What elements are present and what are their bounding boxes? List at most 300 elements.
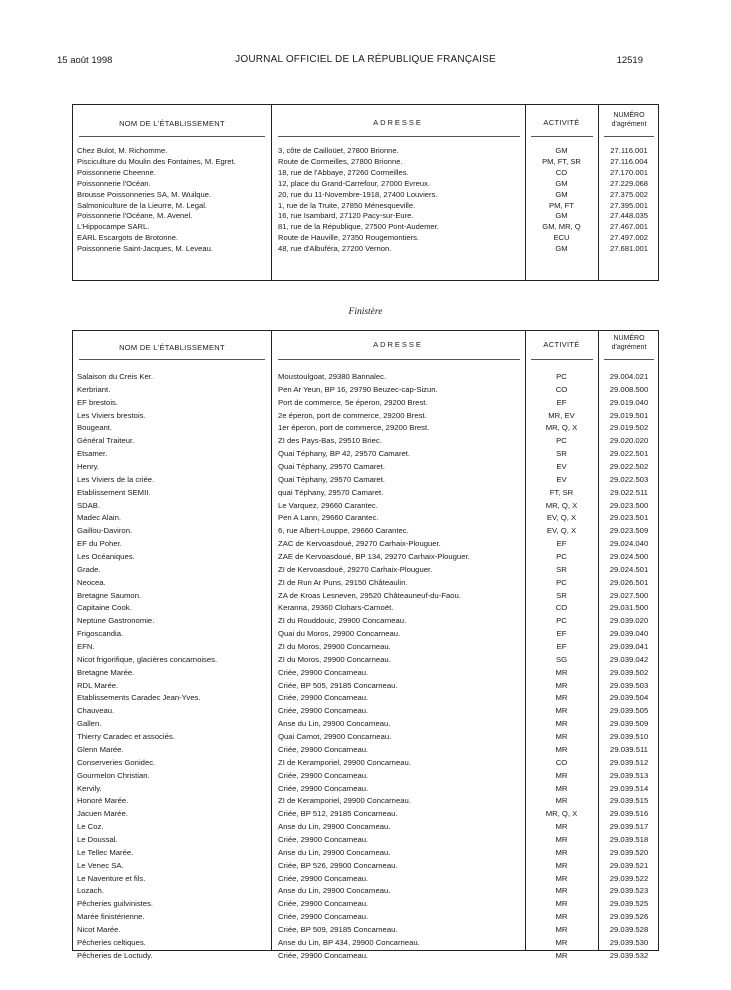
establishment-address: 1, rue de la Truite, 27850 Ménesqueville.	[278, 200, 416, 210]
table-row	[73, 873, 658, 886]
establishment-address: Criée, 29900 Concarneau.	[278, 783, 369, 793]
approval-number: 29.039.511	[610, 744, 648, 754]
establishment-name: Capitaine Cook.	[77, 603, 132, 613]
header-underline	[531, 359, 593, 360]
table-row	[73, 410, 658, 423]
establishment-address: Criée, BP 526, 29900 Concarneau.	[278, 860, 398, 870]
establishment-address: ZI du Moros, 29900 Concarneau.	[278, 642, 391, 652]
establishment-name: Pisciculture du Moulin des Fontaines, M. Egret.	[77, 156, 236, 166]
approval-number: 27.497.002	[609, 233, 648, 243]
approval-number: 27.448.035	[609, 211, 648, 221]
establishment-activity: MR	[555, 873, 568, 883]
establishment-name: L'Hippocampe SARL.	[77, 222, 150, 232]
table-row	[73, 564, 658, 577]
establishment-activity: SR	[556, 590, 567, 600]
establishment-name: SDAB.	[77, 500, 101, 510]
establishment-address: ZI de Kervoasdoué, 29270 Carhaix-Plouguer.	[278, 564, 433, 574]
approval-number: 29.039.530	[609, 937, 649, 947]
establishment-name: Poissonnerie Cheenne.	[77, 167, 156, 177]
establishment-name: Conserveries Gonidec.	[77, 757, 156, 767]
page-number: 12519	[616, 55, 643, 66]
establishment-activity: EV, Q, X	[546, 526, 577, 536]
establishment-activity: MR	[555, 834, 568, 844]
establishment-name: Le Doussal.	[77, 834, 118, 844]
approval-number: 29.020.020	[609, 436, 649, 446]
approval-number: 29.022.502	[609, 462, 649, 472]
table-row	[73, 590, 658, 603]
table-row	[73, 950, 658, 963]
establishment-name: Bretagne Marée.	[77, 667, 135, 677]
establishment-address: Anse du Lin, 29900 Concarneau.	[278, 886, 391, 896]
approval-number: 27.116.001	[610, 146, 648, 155]
table-row	[73, 654, 658, 667]
table-row	[73, 808, 658, 821]
establishment-address: Criée, BP 505, 29185 Concarneau.	[278, 680, 398, 690]
establishment-address: Moustoulgoat, 29380 Bannalec.	[278, 372, 387, 381]
establishment-activity: GM	[555, 244, 568, 254]
establishment-name: Neocea.	[77, 577, 106, 587]
column-header-name: NOM DE L'ÉTABLISSEMENT	[119, 119, 225, 128]
establishment-name: Madec Alain.	[77, 513, 122, 523]
approval-number: 29.039.517	[609, 822, 649, 832]
header-underline	[79, 359, 265, 360]
establishment-name: Les Viviers brestois.	[77, 410, 146, 420]
approval-number: 29.039.042	[609, 654, 649, 664]
establishment-activity: GM	[555, 189, 568, 199]
establishment-name: Etablissements Caradec Jean-Yves.	[77, 693, 201, 703]
establishment-activity: MR	[555, 796, 568, 806]
table-row	[73, 860, 658, 873]
table-row	[73, 718, 658, 731]
table-row	[73, 705, 658, 718]
establishment-name: Etsamer.	[77, 449, 108, 459]
table-row	[73, 168, 658, 179]
establishment-activity: GM	[555, 146, 568, 155]
establishment-name: Poissonnerie l'Océan.	[77, 178, 151, 188]
approval-number: 27.375.002	[609, 189, 648, 199]
establishment-address: Quai Téphany, BP 42, 29570 Camaret.	[278, 449, 411, 459]
establishment-activity: MR	[555, 937, 568, 947]
establishment-address: Criée, 29900 Concarneau.	[278, 950, 369, 960]
establishment-name: Gourmelon Christian.	[77, 770, 150, 780]
approval-number: 29.039.514	[609, 783, 649, 793]
table-row	[73, 512, 658, 525]
table-row	[73, 371, 658, 384]
establishment-activity: ECU	[553, 233, 570, 243]
establishment-address: Criée, 29900 Concarneau.	[278, 744, 369, 754]
table-row	[73, 680, 658, 693]
approval-number: 29.039.518	[609, 834, 649, 844]
table-row	[73, 551, 658, 564]
table-row	[73, 692, 658, 705]
establishment-address: Criée, 29900 Concarneau.	[278, 899, 369, 909]
header-underline	[531, 136, 593, 137]
column-header-number-line1: NUMÉRO	[613, 112, 645, 119]
establishment-name: Poissonnerie l'Océane, M. Avenel.	[77, 211, 193, 221]
establishment-address: 48, rue d'Albuféra, 27200 Vernon.	[278, 244, 392, 254]
establishment-activity: EF	[556, 629, 567, 639]
table-row	[73, 937, 658, 950]
approval-number: 29.039.040	[609, 629, 649, 639]
establishment-address: ZI du Moros, 29900 Concarneau.	[278, 654, 391, 664]
table-row	[73, 577, 658, 590]
establishment-address: ZI des Pays-Bas, 29510 Briec.	[278, 436, 382, 446]
table-row	[73, 384, 658, 397]
header-date: 15 août 1998	[57, 55, 113, 66]
establishment-activity: PC	[556, 552, 567, 562]
approval-number: 29.039.505	[609, 706, 649, 716]
establishment-activity: MR	[555, 667, 568, 677]
establishment-name: Nicot Marée.	[77, 924, 121, 934]
establishment-address: Criée, BP 509, 29185 Concarneau.	[278, 924, 398, 934]
establishment-activity: GM	[555, 211, 568, 221]
table-row	[73, 757, 658, 770]
table-row	[73, 641, 658, 654]
approval-number: 29.008.500	[609, 384, 649, 394]
establishment-activity: SG	[555, 654, 568, 664]
establishment-name: Grade.	[77, 564, 101, 574]
table-row	[73, 222, 658, 233]
establishment-activity: MR	[555, 680, 568, 690]
establishment-activity: SR	[556, 564, 567, 574]
approval-number: 29.039.520	[609, 847, 649, 857]
establishment-name: Salmoniculture de la Lieurre, M. Legal.	[77, 200, 208, 210]
establishment-name: Neptune Gastronomie.	[77, 616, 155, 626]
approval-number: 29.039.512	[609, 757, 649, 767]
establishment-activity: EF	[556, 539, 567, 549]
approval-number: 29.022.503	[609, 474, 649, 484]
establishment-address: ZI du Rouddouic, 29900 Concarneau.	[278, 616, 407, 626]
approval-number: 29.039.516	[609, 809, 649, 819]
establishment-address: Anse du Lin, 29900 Concarneau.	[278, 719, 391, 729]
table-row	[73, 783, 658, 796]
approval-number: 29.039.525	[609, 899, 649, 909]
establishment-address: Keranna, 29360 Clohars-Carnoët.	[278, 603, 394, 613]
establishment-name: Bretagne Saumon.	[77, 590, 142, 600]
table-row	[73, 834, 658, 847]
establishment-name: Kerbriant.	[77, 384, 111, 394]
approval-number: 29.039.528	[609, 924, 649, 934]
establishment-address: ZI de Run Ar Puns, 29150 Châteaulin.	[278, 577, 408, 587]
establishment-address: Anse du Lin, BP 434, 29900 Concarneau.	[278, 937, 420, 947]
approval-number: 29.004.021	[609, 372, 649, 381]
column-header-number-line2: d'agrément	[611, 120, 647, 128]
approval-number: 29.039.504	[609, 693, 649, 703]
table-row	[73, 190, 658, 201]
table-row	[73, 157, 658, 168]
table-rows	[73, 146, 658, 255]
establishment-address: Port de commerce, 5e éperon, 29200 Brest.	[278, 397, 428, 407]
establishment-name: Kervily.	[77, 783, 102, 793]
establishment-activity: MR, EV	[548, 410, 575, 420]
establishment-name: Bougeant.	[77, 423, 113, 433]
establishment-address: Criée, BP 512, 29185 Concarneau.	[278, 809, 398, 819]
establishment-activity: CO	[555, 757, 568, 767]
establishment-activity: EV	[556, 462, 567, 472]
establishment-activity: MR	[555, 886, 568, 896]
establishment-address: ZI de Keramporiel, 29900 Concarneau.	[278, 757, 411, 767]
approval-number: 29.023.500	[609, 500, 649, 510]
approval-number: 29.039.041	[609, 642, 649, 652]
header-underline	[604, 136, 654, 137]
approval-number: 29.026.501	[609, 577, 649, 587]
establishment-address: Pen A Lann, 29660 Carantec.	[278, 513, 379, 523]
establishment-address: Route de Hauville, 27350 Rougemontiers.	[278, 233, 419, 243]
table-row	[73, 146, 658, 157]
establishment-name: Marée finistérienne.	[77, 912, 145, 922]
header-underline	[79, 136, 265, 137]
table-row	[73, 911, 658, 924]
table-row	[73, 201, 658, 212]
column-header-address: ADRESSE	[373, 340, 423, 349]
table-row	[73, 744, 658, 757]
approval-number: 29.039.532	[609, 950, 649, 960]
establishment-activity: MR	[555, 719, 568, 729]
approval-number: 27.467.001	[609, 222, 648, 232]
approval-number: 29.022.501	[609, 449, 649, 459]
establishment-name: EF brestois.	[77, 397, 119, 407]
establishment-activity: SR	[556, 449, 567, 459]
establishment-name: Chez Bulot, M. Richomme.	[77, 146, 168, 155]
approval-number: 29.019.040	[609, 397, 649, 407]
establishment-activity: CO	[555, 384, 568, 394]
establishment-name: Lozach.	[77, 886, 104, 896]
section-title: Finistère	[348, 307, 383, 317]
establishment-name: RDL Marée.	[77, 680, 119, 690]
establishment-address: 20, rue du 11-Novembre-1918, 27400 Louviers.	[278, 189, 438, 199]
table-row	[73, 487, 658, 500]
table-row	[73, 525, 658, 538]
establishment-activity: PM, FT, SR	[542, 156, 581, 166]
establishment-name: Pêcheries celtiques.	[77, 937, 146, 947]
table-row	[73, 244, 658, 255]
establishment-address: Criée, 29900 Concarneau.	[278, 706, 369, 716]
establishment-activity: MR, Q, X	[545, 500, 578, 510]
establishment-name: Le Naventure et fils.	[77, 873, 146, 883]
establishment-name: Thierry Caradec et associés.	[77, 732, 175, 742]
establishment-activity: MR	[555, 847, 568, 857]
establishment-address: Criée, 29900 Concarneau.	[278, 667, 369, 677]
establishment-address: Quai Carnot, 29900 Concarneau.	[278, 732, 392, 742]
establishment-address: Criée, 29900 Concarneau.	[278, 912, 369, 922]
table-row	[73, 500, 658, 513]
establishment-address: 2e éperon, port de commerce, 29200 Brest.	[278, 410, 427, 420]
establishment-name: Jacuen Marée.	[77, 809, 128, 819]
approval-number: 29.023.509	[609, 526, 649, 536]
column-header-name: NOM DE L'ÉTABLISSEMENT	[119, 343, 225, 352]
establishment-name: Nicot frigorifique, glacières concarnoises.	[77, 654, 218, 664]
establishments-table-eure	[72, 104, 659, 281]
establishment-address: quai Téphany, 29570 Camaret.	[278, 487, 384, 497]
establishment-activity: EV	[556, 474, 567, 484]
establishment-name: EARL Escargots de Brotonne.	[77, 233, 179, 243]
approval-number: 29.019.501	[609, 410, 649, 420]
establishment-activity: MR	[555, 924, 568, 934]
approval-number: 27.229.068	[609, 178, 648, 188]
establishment-activity: PC	[556, 616, 567, 626]
column-header-number	[598, 335, 660, 352]
table-row	[73, 474, 658, 487]
establishment-activity: MR	[555, 770, 568, 780]
table-row	[73, 731, 658, 744]
table-row	[73, 461, 658, 474]
establishment-address: Anse du Lin, 29900 Concarneau.	[278, 847, 391, 857]
establishment-name: Chauveau.	[77, 706, 115, 716]
table-row	[73, 538, 658, 551]
establishment-address: Le Varquez, 29660 Carantec.	[278, 500, 378, 510]
establishment-name: Le Coz.	[77, 822, 104, 832]
establishment-address: Quai Téphany, 29570 Camaret.	[278, 474, 385, 484]
approval-number: 29.031.500	[609, 603, 649, 613]
establishment-address: Criée, 29900 Concarneau.	[278, 873, 369, 883]
header-underline	[278, 136, 520, 137]
approval-number: 29.019.502	[609, 423, 649, 433]
establishment-address: ZAE de Kervoasdoué, BP 134, 29270 Carhaix-Plouguer.	[278, 552, 470, 562]
approval-number: 29.022.511	[610, 487, 648, 497]
approval-number: 29.039.522	[609, 873, 649, 883]
establishment-name: Salaison du Creis Ker.	[77, 372, 154, 381]
approval-number: 29.039.526	[609, 912, 649, 922]
table-row	[73, 211, 658, 222]
establishment-activity: FT, SR	[549, 487, 574, 497]
approval-number: 29.027.500	[609, 590, 649, 600]
establishment-activity: PM, FT	[549, 200, 574, 210]
approval-number: 27.681.001	[609, 244, 648, 254]
establishment-address: 16, rue Isambard, 27120 Pacy-sur-Eure.	[278, 211, 414, 221]
table-row	[73, 821, 658, 834]
establishment-address: Anse du Lin, 29900 Concarneau.	[278, 822, 391, 832]
establishment-activity: MR, Q, X	[545, 809, 578, 819]
establishment-name: Etablissement SEMII.	[77, 487, 151, 497]
table-row	[73, 615, 658, 628]
establishment-address: Quai Téphany, 29570 Camaret.	[278, 462, 385, 472]
approval-number: 29.039.510	[609, 732, 649, 742]
column-header-number-line1: NUMÉRO	[613, 335, 645, 342]
establishment-name: Gaillou-Daviron.	[77, 526, 133, 536]
table-row	[73, 667, 658, 680]
header-underline	[604, 359, 654, 360]
establishment-name: Pêcheries de Loctudy.	[77, 950, 153, 960]
establishment-name: Poissonnerie Saint-Jacques, M. Leveau.	[77, 244, 213, 254]
approval-number: 29.039.523	[609, 886, 649, 896]
establishment-name: Honoré Marée.	[77, 796, 129, 806]
approval-number: 29.039.020	[609, 616, 649, 626]
column-header-number	[598, 112, 660, 129]
establishment-activity: GM, MR, Q	[542, 222, 581, 232]
establishment-address: Criée, 29900 Concarneau.	[278, 693, 369, 703]
establishment-address: Quai du Moros, 29900 Concarneau.	[278, 629, 401, 639]
column-header-activity: ACTIVITÉ	[543, 340, 580, 349]
approval-number: 29.024.040	[609, 539, 649, 549]
approval-number: 29.039.502	[609, 667, 649, 677]
establishment-address: 81, rue de la République, 27500 Pont-Audemer.	[278, 222, 439, 232]
establishment-name: Le Tellec Marée.	[77, 847, 134, 857]
approval-number: 29.039.515	[609, 796, 649, 806]
establishment-name: Les Viviers de la criée.	[77, 474, 155, 484]
establishment-name: Pêcheries guilvinistes.	[77, 899, 154, 909]
table-row	[73, 770, 658, 783]
table-row	[73, 435, 658, 448]
establishments-table-finistere	[72, 330, 659, 960]
establishment-address: Route de Cormeilles, 27800 Brionne.	[278, 156, 403, 166]
approval-number: 29.023.501	[609, 513, 649, 523]
establishment-activity: EF	[556, 397, 567, 407]
table-row	[73, 885, 658, 898]
establishment-name: Brousse Poissonneries SA, M. Wuilque.	[77, 189, 212, 199]
table-row	[73, 602, 658, 615]
establishment-name: Frigoscandia.	[77, 629, 124, 639]
approval-number: 29.039.503	[609, 680, 649, 690]
establishment-address: 6, rue Albert-Louppe, 29660 Carantec.	[278, 526, 409, 536]
establishment-activity: MR	[555, 706, 568, 716]
establishment-name: Le Venec SA.	[77, 860, 124, 870]
column-header-number-line2: d'agrément	[611, 343, 647, 351]
establishment-activity: PC	[556, 577, 567, 587]
establishment-activity: CO	[555, 167, 568, 177]
establishment-activity: MR	[555, 860, 568, 870]
establishment-name: EFN.	[77, 642, 95, 652]
establishment-address: Criée, 29900 Concarneau.	[278, 834, 369, 844]
establishment-address: 12, place du Grand-Carrefour, 27000 Evreux.	[278, 178, 430, 188]
establishment-activity: MR	[555, 693, 568, 703]
approval-number: 29.024.501	[609, 564, 649, 574]
establishment-address: ZI de Keramporiel, 29900 Concarneau.	[278, 796, 411, 806]
table-row	[73, 397, 658, 410]
approval-number: 27.395.001	[609, 200, 648, 210]
establishment-name: Les Océaniques.	[77, 552, 135, 562]
establishment-activity: PC	[556, 436, 567, 446]
establishment-activity: EV, Q, X	[546, 513, 577, 523]
establishment-activity: MR	[555, 732, 568, 742]
approval-number: 29.039.513	[609, 770, 649, 780]
establishment-address: ZAC de Kervoasdoué, 29270 Carhaix-Plouguer.	[278, 539, 441, 549]
establishment-name: Henry.	[77, 462, 100, 472]
establishment-activity: MR	[555, 912, 568, 922]
approval-number: 29.039.509	[609, 719, 649, 729]
establishment-name: Général Traiteur.	[77, 436, 135, 446]
table-row	[73, 795, 658, 808]
table-row	[73, 628, 658, 641]
establishment-activity: GM	[555, 178, 568, 188]
column-header-activity: ACTIVITÉ	[543, 118, 580, 127]
establishment-activity: CO	[555, 603, 568, 613]
establishment-activity: MR	[555, 744, 568, 754]
header-underline	[278, 359, 520, 360]
table-row	[73, 422, 658, 435]
establishment-name: Glenn Marée.	[77, 744, 124, 754]
table-row	[73, 233, 658, 244]
establishment-activity: MR	[555, 783, 568, 793]
table-rows	[73, 371, 658, 963]
establishment-name: Gallen.	[77, 719, 102, 729]
table-row	[73, 179, 658, 190]
table-row	[73, 448, 658, 461]
establishment-activity: MR	[555, 899, 568, 909]
establishment-address: ZA de Kroas Lesneven, 29520 Châteauneuf-du-Faou.	[278, 590, 461, 600]
establishment-activity: EF	[556, 642, 567, 652]
establishment-address: 1er éperon, port de commerce, 29200 Brest.	[278, 423, 430, 433]
table-row	[73, 847, 658, 860]
establishment-address: 3, côte de Cailloüet, 27800 Brionne.	[278, 146, 399, 155]
column-header-address: ADRESSE	[373, 118, 423, 127]
table-row	[73, 898, 658, 911]
approval-number: 27.170.001	[609, 167, 648, 177]
approval-number: 29.024.500	[609, 552, 649, 562]
establishment-address: 18, rue de l'Abbaye, 27260 Cormeilles.	[278, 167, 409, 177]
establishment-activity: MR, Q, X	[545, 423, 578, 433]
establishment-address: Pen Ar Yeun, BP 16, 29790 Beuzec-cap-Sizun.	[278, 384, 438, 394]
approval-number: 27.116.004	[610, 156, 648, 166]
